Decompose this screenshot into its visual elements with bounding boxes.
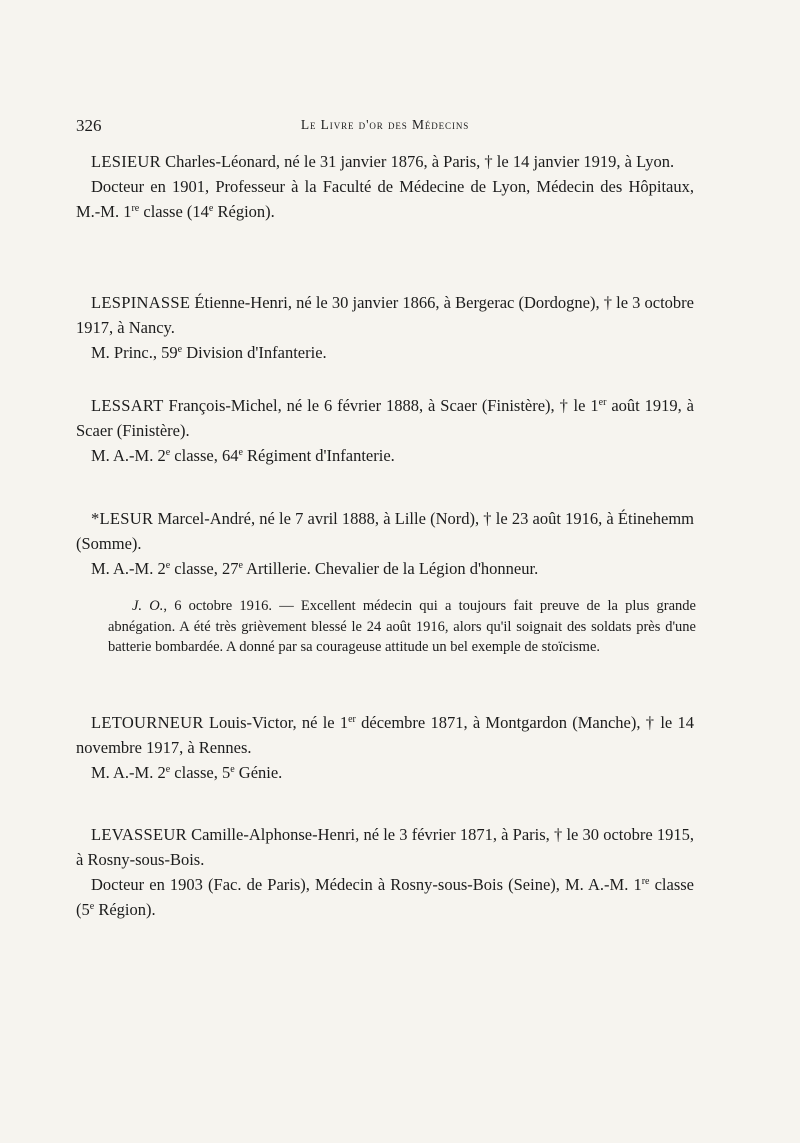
entry-birth-death: François-Michel, né le 6 février 1888, à Scaer (Finistère), † le 1 [163, 396, 599, 415]
detail-sup: re [131, 203, 140, 214]
entry-heading [76, 290, 694, 340]
detail-text: M. Princ., 59 [91, 343, 178, 362]
detail-text: Génie. [234, 763, 283, 782]
detail-sup: e [165, 447, 171, 458]
running-title: Le Livre d'or des Médecins [300, 117, 470, 132]
entry-detail [76, 443, 694, 468]
detail-text: Région). [94, 900, 156, 919]
detail-text: Docteur en 1903 (Fac. de Paris), Médecin à Rosny-sous-Bois (Seine), M. A.-M. 1 [91, 875, 642, 894]
entry-detail [76, 760, 694, 785]
detail-text: classe, 5 [170, 763, 231, 782]
entry-heading [76, 393, 694, 443]
detail-sup: e [230, 764, 235, 775]
entry-birth-death: Charles-Léonard, né le 31 janvier 1876, à Paris, † le 14 janvier 1919, à Lyon. [160, 152, 675, 171]
entry-detail [76, 340, 694, 365]
entry-birth-death: décembre 1871, à Montgardon (Manche), † le 14 novembre 1917, à Rennes. [76, 713, 694, 757]
entry-surname: LESIEUR [91, 152, 161, 171]
citation-source: J. O. [132, 598, 164, 614]
detail-sup: e [208, 203, 214, 214]
entry-surname: *LESUR [91, 509, 154, 528]
detail-sup: e [238, 560, 243, 571]
detail-text: Artillerie. Chevalier de la Légion d'honneur. [242, 559, 539, 578]
entry-detail [76, 872, 694, 922]
entry-detail [76, 556, 694, 581]
entry-lessart [76, 393, 694, 468]
page-header [76, 116, 694, 138]
detail-sup: e [165, 764, 171, 775]
citation-text: , 6 octobre 1916. — Excellent médecin qui a toujours fait preuve de la plus grande abnégation. A été très grièvement blessé le 24 août 1916, alors qu'il soignait des soldats près d'une batterie bombardée. A donné par sa courageuse attitude un bel exemple de stoïcisme. [108, 598, 696, 655]
entry-surname: LESSART [91, 396, 164, 415]
entry-birth-death: Louis-Victor, né le 1 [203, 713, 349, 732]
entry-heading [76, 506, 694, 556]
detail-text: Région). [213, 202, 275, 221]
entry-lesur [76, 506, 694, 581]
entry-detail [76, 174, 694, 224]
detail-text: M. A.-M. 2 [91, 763, 166, 782]
detail-text: M. A.-M. 2 [91, 446, 166, 465]
detail-sup: re [641, 876, 650, 887]
entry-levasseur [76, 822, 694, 922]
entry-heading [76, 710, 694, 760]
detail-sup: e [238, 447, 243, 458]
detail-sup: e [89, 901, 95, 912]
detail-text: classe, 27 [170, 559, 239, 578]
entry-birth-death: août 1919, à Scaer (Finistère). [76, 396, 695, 440]
detail-text: Division d'Infanterie. [182, 343, 327, 362]
page-number: 326 [76, 116, 102, 135]
entry-birth-death: Camille-Alphonse-Henri, né le 3 février 1871, à Paris, † le 30 octobre 1915, à Rosny-sous-Bois. [76, 825, 694, 869]
entry-surname: LESPINASSE [91, 293, 191, 312]
detail-text: Docteur en 1901, Professeur à la Faculté de Médecine de Lyon, Médecin des Hôpitaux, M.-M. 1 [76, 177, 694, 221]
detail-text: Régiment d'Infanterie. [242, 446, 395, 465]
detail-sup: er [348, 714, 356, 725]
detail-text: classe (14 [139, 202, 209, 221]
detail-text: M. A.-M. 2 [91, 559, 166, 578]
entry-heading [76, 149, 694, 174]
entry-citation [108, 596, 696, 658]
entry-lespinasse [76, 290, 694, 365]
entry-birth-death: Étienne-Henri, né le 30 janvier 1866, à Bergerac (Dordogne), † le 3 octobre 1917, à Nancy. [76, 293, 694, 337]
entry-heading [76, 822, 694, 872]
entry-letourneur [76, 710, 694, 785]
detail-sup: e [165, 560, 171, 571]
entry-lesieur [76, 149, 694, 224]
detail-sup: er [598, 397, 607, 408]
entry-surname: LEVASSEUR [91, 825, 187, 844]
entry-birth-death: Marcel-André, né le 7 avril 1888, à Lille (Nord), † le 23 août 1916, à Étinehemm (Somme). [76, 509, 694, 553]
detail-text: classe (5 [76, 875, 694, 919]
entry-surname: LETOURNEUR [91, 713, 204, 732]
detail-text: classe, 64 [170, 446, 239, 465]
detail-sup: e [177, 344, 183, 355]
